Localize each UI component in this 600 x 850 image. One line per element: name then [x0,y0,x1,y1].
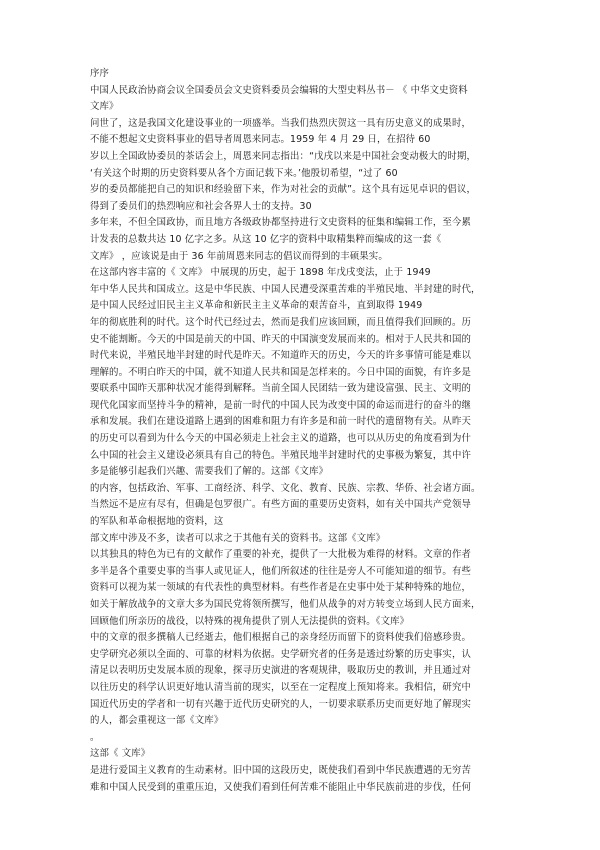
text-line: 是进行爱国主义教育的生动素材。旧中国的这段历史，既使我们看到中华民族遭遇的无穷苦 [90,764,472,776]
text-line: 的人，都会重视这一部《文库》 [90,715,224,727]
text-line: 史不能割断。今天的中国是前天的中国、昨天的中国演变发展而来的。相对于人民共和国的 [90,333,472,345]
text-line: 要联系中国昨天那种状况才能得到解释。当前全国人民团结一致为建设富强、民主、文明的 [90,383,472,395]
text-line: 当然远不是应有尽有，但确是包罗很广。有些方面的重要历史资料，如有关中国共产党领导 [90,499,472,511]
text-line: 多年来，不但全国政协，而且地方各级政协都坚持进行文史资料的征集和编辑工作，至今累 [90,217,472,229]
text-line: 计发表的总数共达 10 亿字之多。从这 10 亿字的资料中取精集粹而编成的这一套《 [90,233,442,245]
text-line: 的历史可以看到为什么今天的中国必须走上社会主义的道路，也可以从历史的角度看到为什 [90,433,472,445]
text-line: 史学研究必须以全面的、可靠的材料为依据。史学研究者的任务是透过纷繁的历史事实，认 [90,648,472,660]
text-line: 文库》 [90,101,119,113]
text-line: 如关于解放战争的文章大多为国民党将领所撰写，他们从战争的对方转变立场到人民方面来， [90,599,481,610]
text-line: 岁以上全国政协委员的茶话会上，周恩来同志指出：“戊戌以来是中国社会变动极大的时期， [90,150,477,162]
text-line: 时代来说，半殖民地半封建的时代是昨天。不知道昨天的历史，今天的许多事情可能是难以 [90,350,472,362]
paragraph-period: 。 [90,731,100,743]
text-line: 资料可以视为某一领域的有代表性的典型材料。有些作者是在史事中处于某种特殊的地位， [90,582,472,594]
text-line: 以其独具的特色为已有的文献作了重要的补充，提供了一大批极为难得的材料。文章的作者 [90,549,472,561]
text-line: 多是能够引起我们兴趣、需要我们了解的。这部《文库》 [90,466,329,478]
text-line: 现代化国家而坚持斗争的精神，是前一时代的中国人民为改变中国的命运而进行的奋斗的继 [90,399,472,411]
text-line: 中的文章的很多撰稿人已经逝去，他们根据自己的亲身经历而留下的资料使我们倍感珍贵。 [90,632,472,644]
text-line: 得到了委员们的热烈响应和社会各界人士的支持。30 [90,200,312,212]
text-line: 不能不想起文史资料事业的倡导者周恩来同志。1959 年 4 月 29 日，在招待 60 [90,134,431,146]
paragraph-block-tail [90,746,522,796]
text-line: 部文库中涉及不多，读者可以求之于其他有关的资料书。这部《文库》 [90,532,386,544]
text-line: 的军队和革命根据地的资料，这 [90,516,224,528]
text-line: 年中华人民共和国成立。这是中华民族、中国人民遭受深重苦难的半殖民地、半封建的时代， [90,283,481,295]
text-line: 以往历史的科学认识更好地认清当前的现实，以至在一定程度上预知将来。我相信，研究中 [90,681,472,693]
text-line: 年的彻底胜利的时代。这个时代已经过去，然而是我们应该回顾，而且值得我们回顾的。历 [90,316,472,328]
text-line: 这部《 文库》 [90,748,151,760]
text-line: 国近代历史的学者和一切有兴趣于近代历史研究的人，一切要求联系历史而更好地了解现实 [90,698,472,710]
text-line: 在这部内容丰富的《 文库》 中展现的历史，起于 1898 年戊戌变法，止于 1949 [90,267,431,279]
text-line: 多半是各个重要史事的当事人或见证人，他们所叙述的往往是旁人不可能知道的细节。有些 [90,565,472,577]
text-line: 中国人民政治协商会议全国委员会文史资料委员会编辑的大型史料丛书－ 《 中华文史资料 [90,84,468,96]
text-line: 清足以表明历史发展本质的现象，探寻历史演进的客观规律，吸取历史的教训，并且通过对 [90,665,472,677]
text-line: 理解的。不明白昨天的中国，就不知道人民共和国是怎样来的。今日中国的面貌，有许多是 [90,366,472,378]
document-title: 序序 [90,68,110,79]
text-line: 回顾他们所亲历的战役，以特殊的视角提供了别人无法提供的资料。《文库》 [90,615,410,627]
text-line: 难和中国人民受到的重重压迫，又使我们看到任何苦难不能阻止中华民族前进的步伐，任何 [90,781,472,793]
text-line: ‘有关这个时期的历史资料要从各个方面记载下来。’他殷切希望，“过了 60 [90,167,398,179]
text-line: 承和发展。我们在建设道路上遇到的困难和阻力有许多是和前一时代的遗留物有关。从昨天 [90,416,472,428]
text-line: 么中国的社会主义建设必须具有自己的特色。半殖民地半封建时代的史事极为繁复，其中许 [90,449,472,461]
document-body [90,66,522,796]
text-line: 岁的委员都能把自己的知识和经验留下来，作为对社会的贡献”。这个具有远见卓识的倡议， [90,184,477,196]
paragraph-block [90,83,522,730]
text-line: 是中国人民经过旧民主主义革命和新民主主义革命的艰苦奋斗，直到取得 1949 [90,300,423,312]
text-line: 问世了，这是我国文化建设事业的一项盛举。当我们热烈庆贺这一具有历史意义的成果时， [90,117,472,129]
text-line: 文库》 ，应该说是由于 36 年前周恩来同志的倡议而得到的丰硕果实。 [90,250,388,262]
text-line: 的内容，包括政治、军事、工商经济、科学、文化、教育、民族、宗教、华侨、社会诸方面。 [90,482,481,494]
